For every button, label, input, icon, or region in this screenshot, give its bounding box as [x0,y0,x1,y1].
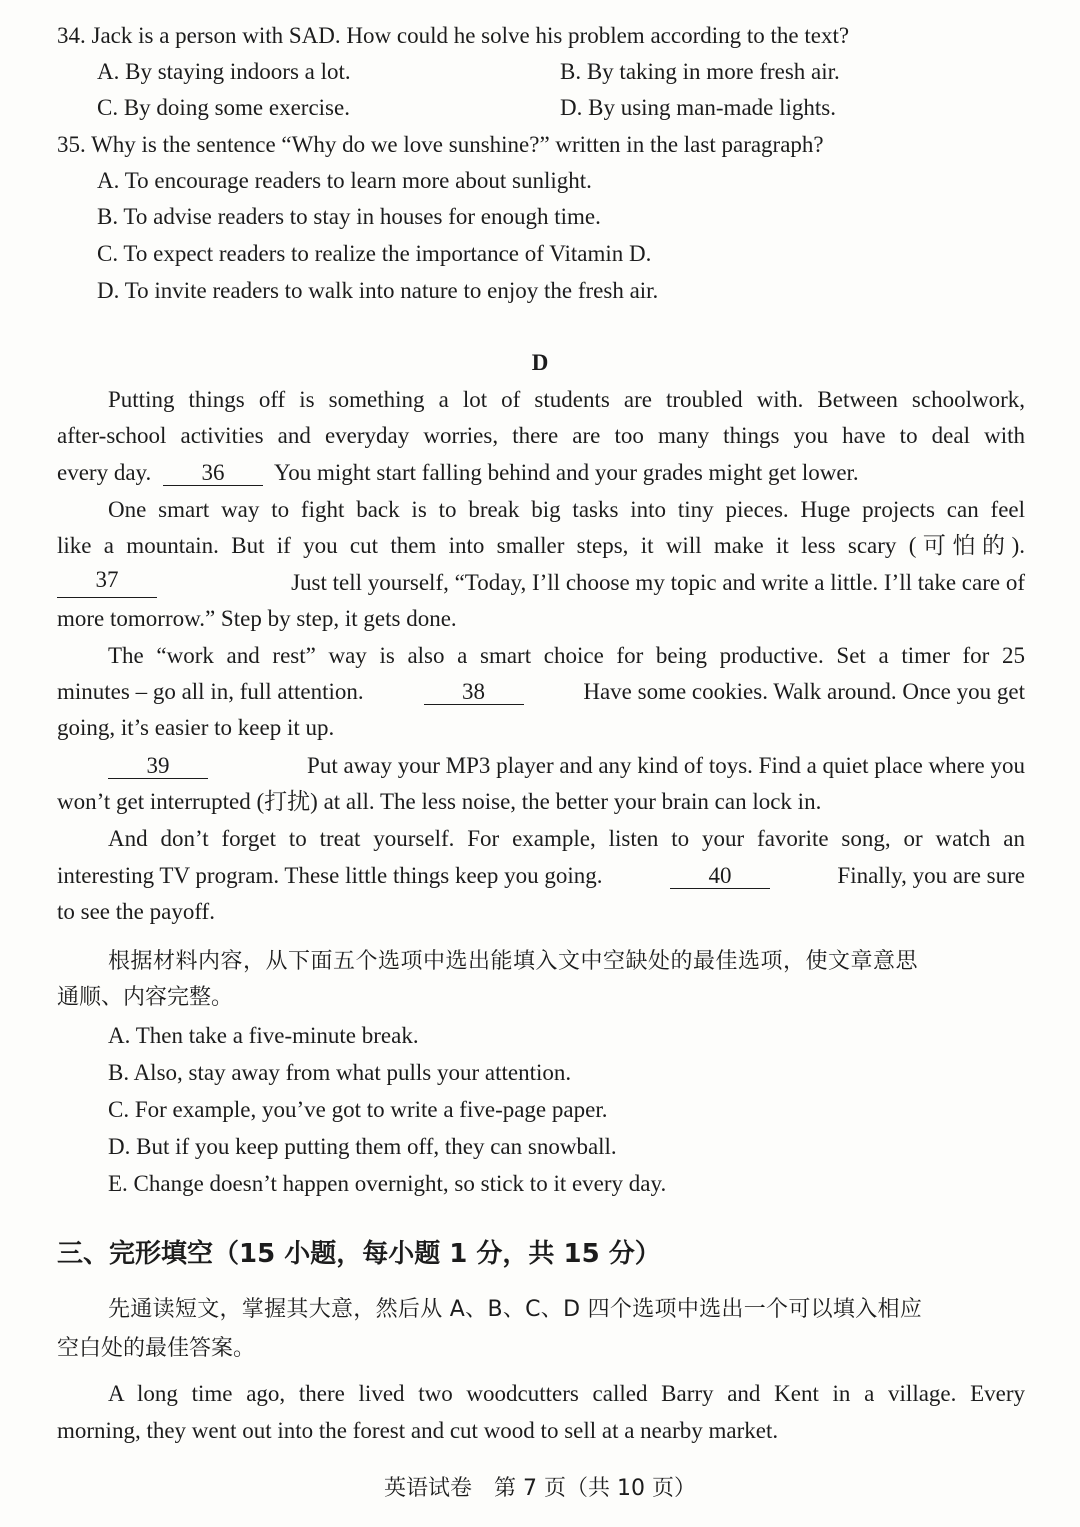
p5-line-2-post: Finally, you are sure [837,863,1025,888]
p1-line-3-post: You might start falling behind and your grades might get lower. [273,460,859,485]
question-34-stem: 34. Jack is a person with SAD. How could he solve his problem according to the text? [57,23,850,48]
p2-line-4: more tomorrow.” Step by step, it gets done. [57,606,457,631]
p1-line-1: Putting things off is something a lot of students are troubled with. Between schoolwork, [108,387,1025,412]
p4-line-1-post: Put away your MP3 player and any kind of toys. Find a quiet place where you [307,753,1025,778]
p3-line-1: The “work and rest” way is also a smart choice for being productive. Set a timer for 25 [108,643,1025,668]
p1-line-2: after-school activities and everyday worries, there are too many things you have to deal with [57,423,1025,448]
section-three-instruction-line-2: 空白处的最佳答案。 [57,1336,256,1361]
blank-39[interactable]: 39 [108,754,208,779]
p4-line-1 [108,751,1025,781]
option-d: D. But if you keep putting them off, they can snowball. [108,1134,617,1159]
p3-line-2-post: Have some cookies. Walk around. Once you get [583,679,1025,704]
blank-36[interactable]: 36 [163,461,263,486]
p2-line-3-post: Just tell yourself, “Today, I’ll choose my topic and write a little. I’ll take care of [291,570,1025,595]
p2-line-1: One smart way to fight back is to break big tasks into tiny pieces. Huge projects can feel [108,497,1025,522]
question-35-option-c: C. To expect readers to realize the importance of Vitamin D. [97,241,652,266]
passage-line-1: A long time ago, there lived two woodcutters called Barry and Kent in a village. Every [108,1381,1025,1406]
question-34-option-b: B. By taking in more fresh air. [560,59,840,84]
question-34-option-c: C. By doing some exercise. [97,95,350,120]
section-d-instruction-line-1: 根据材料内容，从下面五个选项中选出能填入文中空缺处的最佳选项，使文章意思 [108,949,919,974]
page-footer: 英语试卷 第 7 页（共 10 页） [384,1476,696,1501]
section-d-instruction-line-2: 通顺、内容完整。 [57,985,234,1010]
p3-line-2 [57,677,1025,707]
question-35-option-b: B. To advise readers to stay in houses for enough time. [97,204,601,229]
question-35-stem: 35. Why is the sentence “Why do we love sunshine?” written in the last paragraph? [57,132,824,157]
p5-line-2-pre: interesting TV program. These little things keep you going. [57,863,603,888]
section-three-title: 三、完形填空（15 小题，每小题 1 分，共 15 分） [57,1239,661,1269]
p2-line-2: like a mountain. But if you cut them into smaller steps, it will make it less scary (可怕的). [57,533,1025,558]
option-a: A. Then take a five-minute break. [108,1023,419,1048]
p3-line-3: going, it’s easier to keep it up. [57,715,335,740]
option-b: B. Also, stay away from what pulls your attention. [108,1060,572,1085]
p1-line-3-pre: every day. [57,460,152,485]
blank-38[interactable]: 38 [424,680,524,705]
p5-line-3: to see the payoff. [57,899,215,924]
p4-line-2: won’t get interrupted (打扰) at all. The less noise, the better your brain can lock in. [57,789,822,814]
section-three-instruction-line-1: 先通读短文，掌握其大意，然后从 A、B、C、D 四个选项中选出一个可以填入相应 [108,1297,923,1322]
section-d-heading: D [531,350,549,375]
p5-line-2 [57,861,1025,891]
option-e: E. Change doesn’t happen overnight, so stick to it every day. [108,1171,667,1196]
p1-line-3 [57,458,859,488]
p5-line-1: And don’t forget to treat yourself. For example, listen to your favorite song, or watch an [108,826,1025,851]
question-35-option-a: A. To encourage readers to learn more about sunlight. [97,168,592,193]
blank-37[interactable]: 37 [57,568,157,598]
question-34-option-a: A. By staying indoors a lot. [97,59,351,84]
question-34-option-d: D. By using man-made lights. [560,95,836,120]
passage-line-2: morning, they went out into the forest and cut wood to sell at a nearby market. [57,1418,779,1443]
question-35-option-d: D. To invite readers to walk into nature to enjoy the fresh air. [97,278,659,303]
blank-40[interactable]: 40 [670,864,770,889]
p3-line-2-pre: minutes – go all in, full attention. [57,679,364,704]
p2-line-3 [57,568,1025,598]
option-c: C. For example, you’ve got to write a five-page paper. [108,1097,608,1122]
